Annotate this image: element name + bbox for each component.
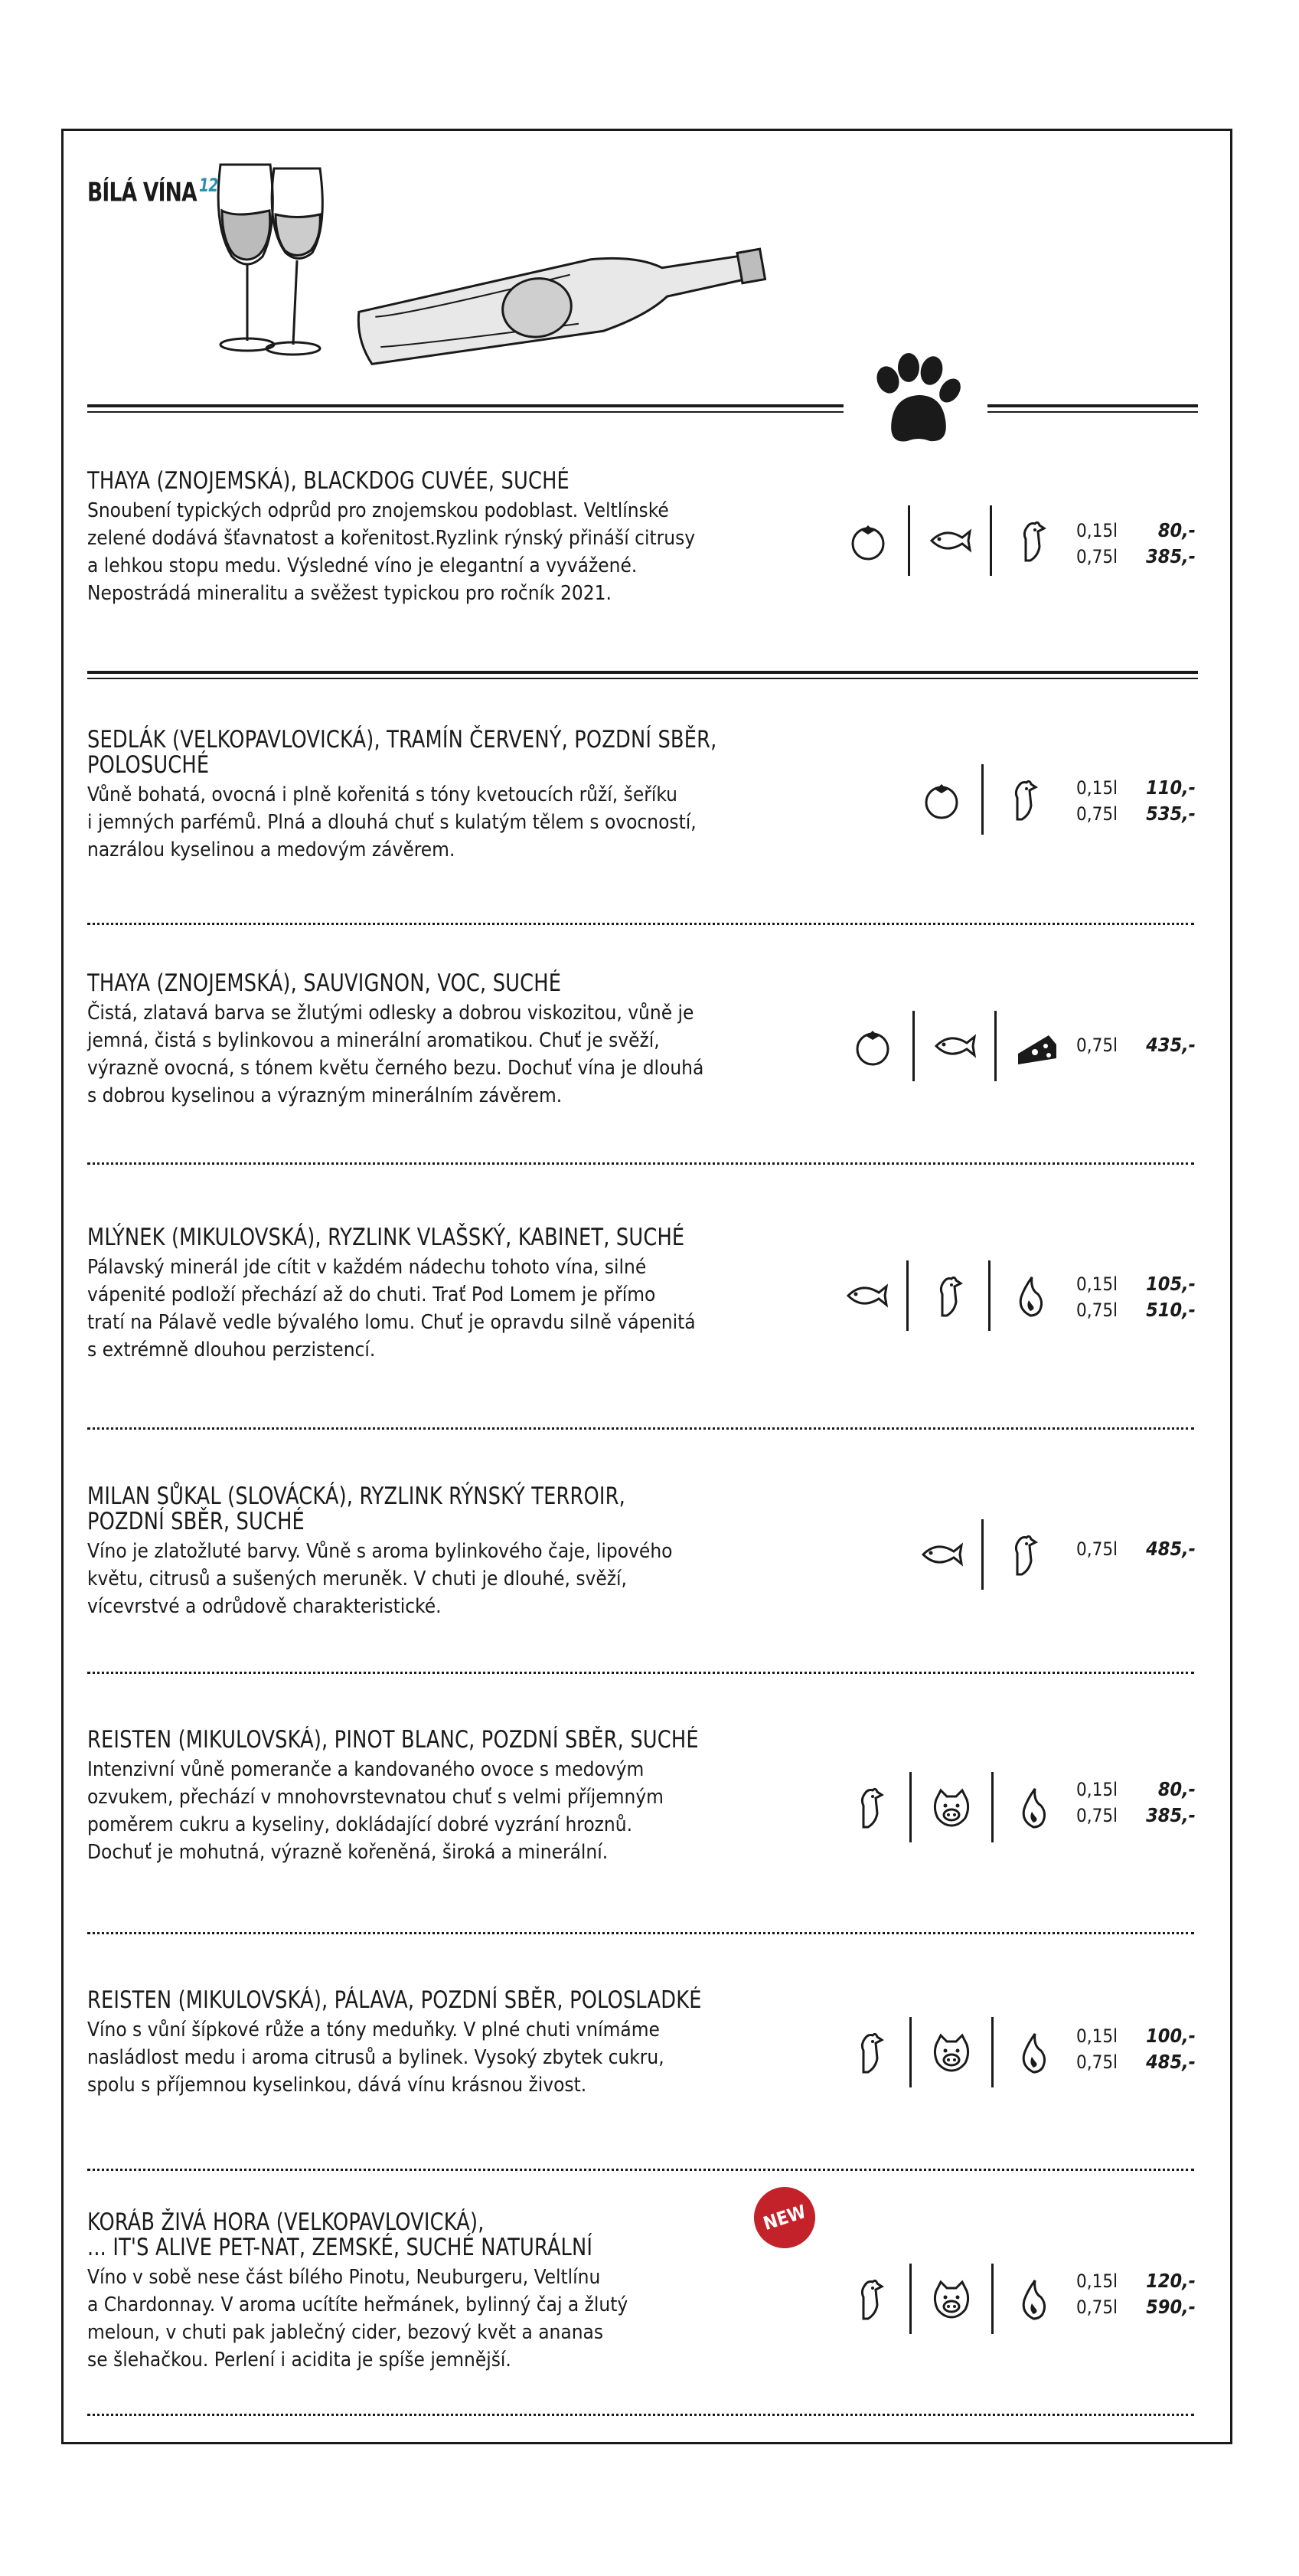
fish-icon (842, 1271, 891, 1320)
price: 385,- (1146, 545, 1196, 567)
volume: 0,15l (1076, 2025, 1118, 2047)
header-rule-right (987, 404, 1198, 413)
icon-divider (908, 505, 910, 576)
price: 435,- (1146, 1034, 1196, 1056)
pig-icon (927, 2028, 976, 2077)
tomato-icon (844, 516, 893, 565)
volume: 0,15l (1076, 2270, 1118, 2292)
paw-logo-icon (861, 351, 968, 458)
volume: 0,75l (1076, 1299, 1118, 1321)
pairing-icons (844, 505, 1056, 576)
heading-superscript: 12 (198, 175, 218, 196)
price-list (1076, 1536, 1196, 1562)
wine-description: Víno s vůní šípkové růže a tóny meduňky. V plné chuti vnímáme nasládlost medu i aroma citrusů a bylinek. Vysoký zbytek cukru, spolu s příjemnou kyselinkou, dává vínu krásnou živost. (87, 2019, 664, 2097)
price: 485,- (1146, 1538, 1196, 1560)
pairing-icons (917, 1519, 1048, 1590)
volume: 0,75l (1076, 1538, 1118, 1560)
tomato-icon (917, 775, 966, 824)
fish-icon (917, 1530, 966, 1579)
cheese-icon (1012, 1022, 1061, 1071)
price: 80,- (1157, 519, 1196, 541)
flame-icon (1009, 2028, 1058, 2077)
volume: 0,75l (1076, 2296, 1118, 2318)
chicken-icon (999, 1530, 1048, 1579)
section-divider (87, 1427, 1194, 1430)
volume: 0,75l (1076, 1035, 1118, 1056)
icon-divider (909, 1772, 912, 1842)
icon-divider (994, 1011, 997, 1081)
heading-title: BÍLÁ VÍNA (87, 177, 197, 208)
icon-divider (988, 1260, 991, 1331)
icon-divider (981, 1519, 984, 1590)
wine-title: MLÝNEK (MIKULOVSKÁ), RYZLINK VLAŠSKÝ, KABINET, SUCHÉ (87, 1224, 685, 1251)
section-divider (87, 1932, 1194, 1934)
wine-description: Čistá, zlatavá barva se žlutými odlesky a dobrou viskozitou, vůně je jemná, čistá s bylinkovou a minerální aromatikou. Chuť je svěží, výrazně ovocná, s tónem květu černého bezu. Dochuť vína je dlouhá s dobrou kyselinou a výrazným minerálním závěrem. (87, 1002, 704, 1107)
price: 485,- (1146, 2051, 1196, 2073)
price-list (1076, 1032, 1196, 1058)
icon-divider (981, 764, 984, 835)
wine-title: SEDLÁK (VELKOPAVLOVICKÁ), TRAMÍN ČERVENÝ, POZDNÍ SBĚR, POLOSUCHÉ (87, 726, 717, 779)
flame-icon (1009, 1783, 1058, 1832)
price: 590,- (1146, 2296, 1196, 2318)
price-list (1076, 2268, 1196, 2320)
section-heading (87, 175, 217, 208)
wine-description: Víno je zlatožluté barvy. Vůně s aroma bylinkového čaje, lipového květu, citrusů a sušených meruněk. V chuti je dlouhé, svěží, vícevrstvé a odrůdově charakteristické. (87, 1540, 673, 1618)
pig-icon (927, 2274, 976, 2323)
chicken-icon (924, 1271, 973, 1320)
icon-divider (909, 2017, 912, 2087)
wine-title: THAYA (ZNOJEMSKÁ), BLACKDOG CUVÉE, SUCHÉ (87, 467, 570, 495)
section-rule (87, 671, 1198, 679)
volume: 0,75l (1076, 803, 1118, 825)
pairing-icons (848, 1011, 1061, 1081)
fish-icon (925, 516, 974, 565)
volume: 0,15l (1076, 520, 1118, 541)
price-list (1076, 1777, 1196, 1829)
chicken-icon (845, 2028, 894, 2077)
price: 105,- (1146, 1273, 1196, 1295)
price: 80,- (1157, 1778, 1196, 1800)
icon-divider (991, 1772, 994, 1842)
wine-bottle-illustration (344, 230, 788, 368)
icon-divider (991, 2017, 994, 2087)
wine-title: KORÁB ŽIVÁ HORA (VELKOPAVLOVICKÁ), ... IT'S ALIVE PET-NAT, ZEMSKÉ, SUCHÉ NATURÁLNÍ (87, 2208, 593, 2261)
wine-description: Vůně bohatá, ovocná i plně kořenitá s tóny kvetoucích růží, šeříku i jemných parfémů. Plná a dlouhá chuť s kulatým tělem s ovocností, nazrálou kyselinou a medovým závěrem. (87, 783, 697, 861)
tomato-icon (848, 1022, 897, 1071)
wine-description: Víno v sobě nese část bílého Pinotu, Neuburgeru, Veltlínu a Chardonnay. V aroma ucítíte heřmánek, bylinný čaj a žlutý meloun, v chuti pak jablečný cider, bezový květ a ananas se šlehačkou. Perlení i acidita je spíše jemnější. (87, 2266, 628, 2372)
price-list (1076, 518, 1196, 570)
wine-description: Snoubení typických odprůd pro znojemskou podoblast. Veltlínské zelené dodává šťavnatost a kořenitost.Ryzlink rýnský přináší citrusy a lehkou stopu medu. Výsledné víno je elegantní a vyvážené. Nepostrádá mineralitu a svěžest typickou pro ročník 2021. (87, 499, 696, 605)
chicken-icon (1007, 516, 1056, 565)
icon-divider (990, 505, 992, 576)
wine-description: Pálavský minerál jde cítit v každém nádechu tohoto vína, silné vápenité podloží přechází až do chuti. Trať Pod Lomem je přímo tratí na Pálavě vedle bývalého lomu. Chuť je opravdu silně vápenitá s extrémně dlouhou perzistencí. (87, 1256, 696, 1362)
volume: 0,15l (1076, 1273, 1118, 1295)
volume: 0,75l (1076, 2051, 1118, 2073)
price-list (1076, 2023, 1196, 2075)
wine-title: REISTEN (MIKULOVSKÁ), PINOT BLANC, POZDNÍ SBĚR, SUCHÉ (87, 1726, 699, 1754)
chicken-icon (999, 775, 1048, 824)
price-list (1076, 1271, 1196, 1323)
chicken-icon (845, 2274, 894, 2323)
price: 535,- (1146, 803, 1196, 825)
section-divider (87, 923, 1194, 925)
volume: 0,75l (1076, 1805, 1118, 1826)
volume: 0,15l (1076, 777, 1118, 799)
wine-description: Intenzivní vůně pomeranče a kandovaného ovoce s medovým ozvukem, přechází v mnohovrstevnatou chuť s velmi příjemným poměrem cukru a kyseliny, dokládající dobré vyzrání hroznů. Dochuť je mohutná, výrazně kořeněná, široká a minerální. (87, 1758, 664, 1864)
price: 385,- (1146, 1804, 1196, 1826)
pairing-icons (845, 2017, 1058, 2087)
wine-title: MILAN SŮKAL (SLOVÁCKÁ), RYZLINK RÝNSKÝ TERROIR, POZDNÍ SBĚR, SUCHÉ (87, 1483, 625, 1535)
icon-divider (991, 2264, 994, 2334)
pairing-icons (842, 1260, 1055, 1331)
flame-icon (1009, 2274, 1058, 2323)
wine-title: REISTEN (MIKULOVSKÁ), PÁLAVA, POZDNÍ SBĚR, POLOSLADKÉ (87, 1986, 702, 2014)
wine-glasses-illustration (205, 157, 335, 360)
pairing-icons (917, 764, 1048, 835)
price: 510,- (1146, 1299, 1196, 1321)
price: 110,- (1146, 776, 1196, 799)
icon-divider (912, 1011, 915, 1081)
icon-divider (909, 2264, 912, 2334)
pig-icon (927, 1783, 976, 1832)
wine-title: THAYA (ZNOJEMSKÁ), SAUVIGNON, VOC, SUCHÉ (87, 969, 562, 997)
section-divider (87, 1162, 1194, 1165)
section-divider (87, 2169, 1194, 2171)
flame-icon (1006, 1271, 1055, 1320)
pairing-icons (845, 2264, 1058, 2334)
chicken-icon (845, 1783, 894, 1832)
volume: 0,15l (1076, 1779, 1118, 1800)
volume: 0,75l (1076, 546, 1118, 567)
fish-icon (930, 1022, 979, 1071)
icon-divider (906, 1260, 909, 1331)
price: 120,- (1146, 2270, 1196, 2292)
header-rule-left (87, 404, 844, 413)
section-divider (87, 1672, 1194, 1674)
new-badge: NEW (746, 2179, 824, 2257)
price-list (1076, 775, 1196, 827)
pairing-icons (845, 1772, 1058, 1842)
price: 100,- (1146, 2025, 1196, 2047)
section-divider (87, 2414, 1194, 2416)
